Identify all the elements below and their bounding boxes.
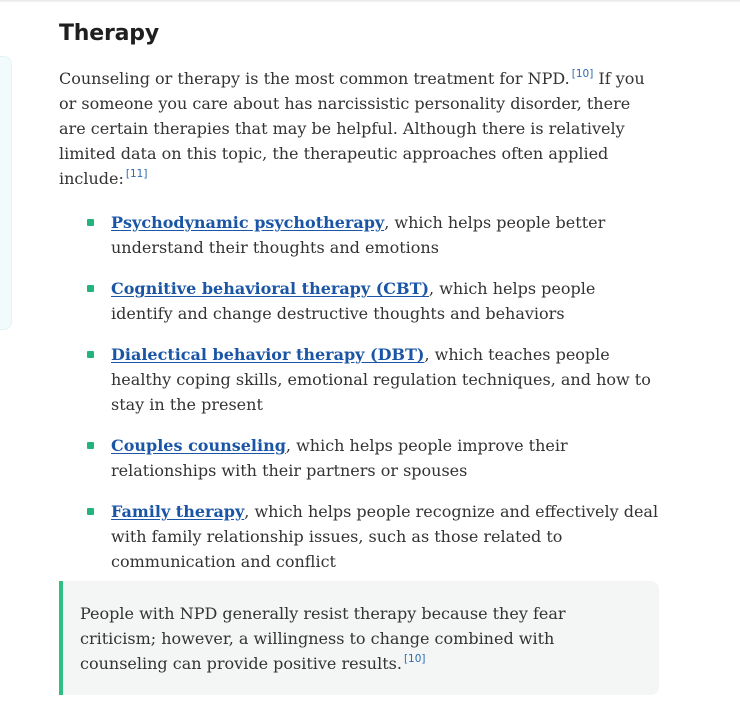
citation-ref-10[interactable]: [10] bbox=[403, 653, 426, 665]
family-therapy-link[interactable]: Family therapy bbox=[111, 502, 245, 521]
list-item bbox=[59, 499, 659, 574]
list-item bbox=[59, 210, 659, 260]
top-divider bbox=[0, 0, 740, 3]
bullet-icon bbox=[87, 508, 94, 515]
list-item-description: , which helps people better understand their thoughts and emotions bbox=[111, 213, 606, 257]
couples-counseling-link[interactable]: Couples counseling bbox=[111, 436, 286, 455]
psychodynamic-psychotherapy-link[interactable]: Psychodynamic psychotherapy bbox=[111, 213, 385, 232]
bullet-icon bbox=[87, 442, 94, 449]
therapy-list bbox=[59, 210, 659, 574]
list-item-description: , which helps people improve their relationships with their partners or spouses bbox=[111, 436, 568, 480]
list-item bbox=[59, 433, 659, 483]
article-section bbox=[59, 18, 659, 590]
list-item bbox=[59, 342, 659, 417]
intro-paragraph bbox=[59, 66, 659, 191]
callout-paragraph bbox=[80, 601, 639, 676]
list-item-description: , which teaches people healthy coping skills, emotional regulation techniques, and how to stay in the present bbox=[111, 345, 651, 414]
bullet-icon bbox=[87, 285, 94, 292]
list-item-description: , which helps people recognize and effectively deal with family relationship issues, such as those related to communication and conflict bbox=[111, 502, 659, 571]
citation-ref-11[interactable]: [11] bbox=[125, 168, 148, 180]
callout-text: People with NPD generally resist therapy because they fear criticism; however, a willingness to change combined with counseling can provide positive results. bbox=[80, 604, 566, 673]
bullet-icon bbox=[87, 351, 94, 358]
left-side-panel bbox=[0, 56, 12, 330]
bullet-icon bbox=[87, 219, 94, 226]
citation-ref-10[interactable]: [10] bbox=[571, 68, 594, 80]
intro-text-continued: If you or someone you care about has narcissistic personality disorder, there are certain therapies that may be helpful. Although there is relatively limited data on this topic, the therapeutic approaches often applied include: bbox=[59, 69, 645, 188]
callout-box bbox=[59, 581, 659, 695]
list-item-description: , which helps people identify and change destructive thoughts and behaviors bbox=[111, 279, 596, 323]
dbt-link[interactable]: Dialectical behavior therapy (DBT) bbox=[111, 345, 425, 364]
intro-text: Counseling or therapy is the most common treatment for NPD. bbox=[59, 69, 570, 88]
section-title: Therapy bbox=[59, 21, 159, 46]
cbt-link[interactable]: Cognitive behavioral therapy (CBT) bbox=[111, 279, 430, 298]
list-item bbox=[59, 276, 659, 326]
